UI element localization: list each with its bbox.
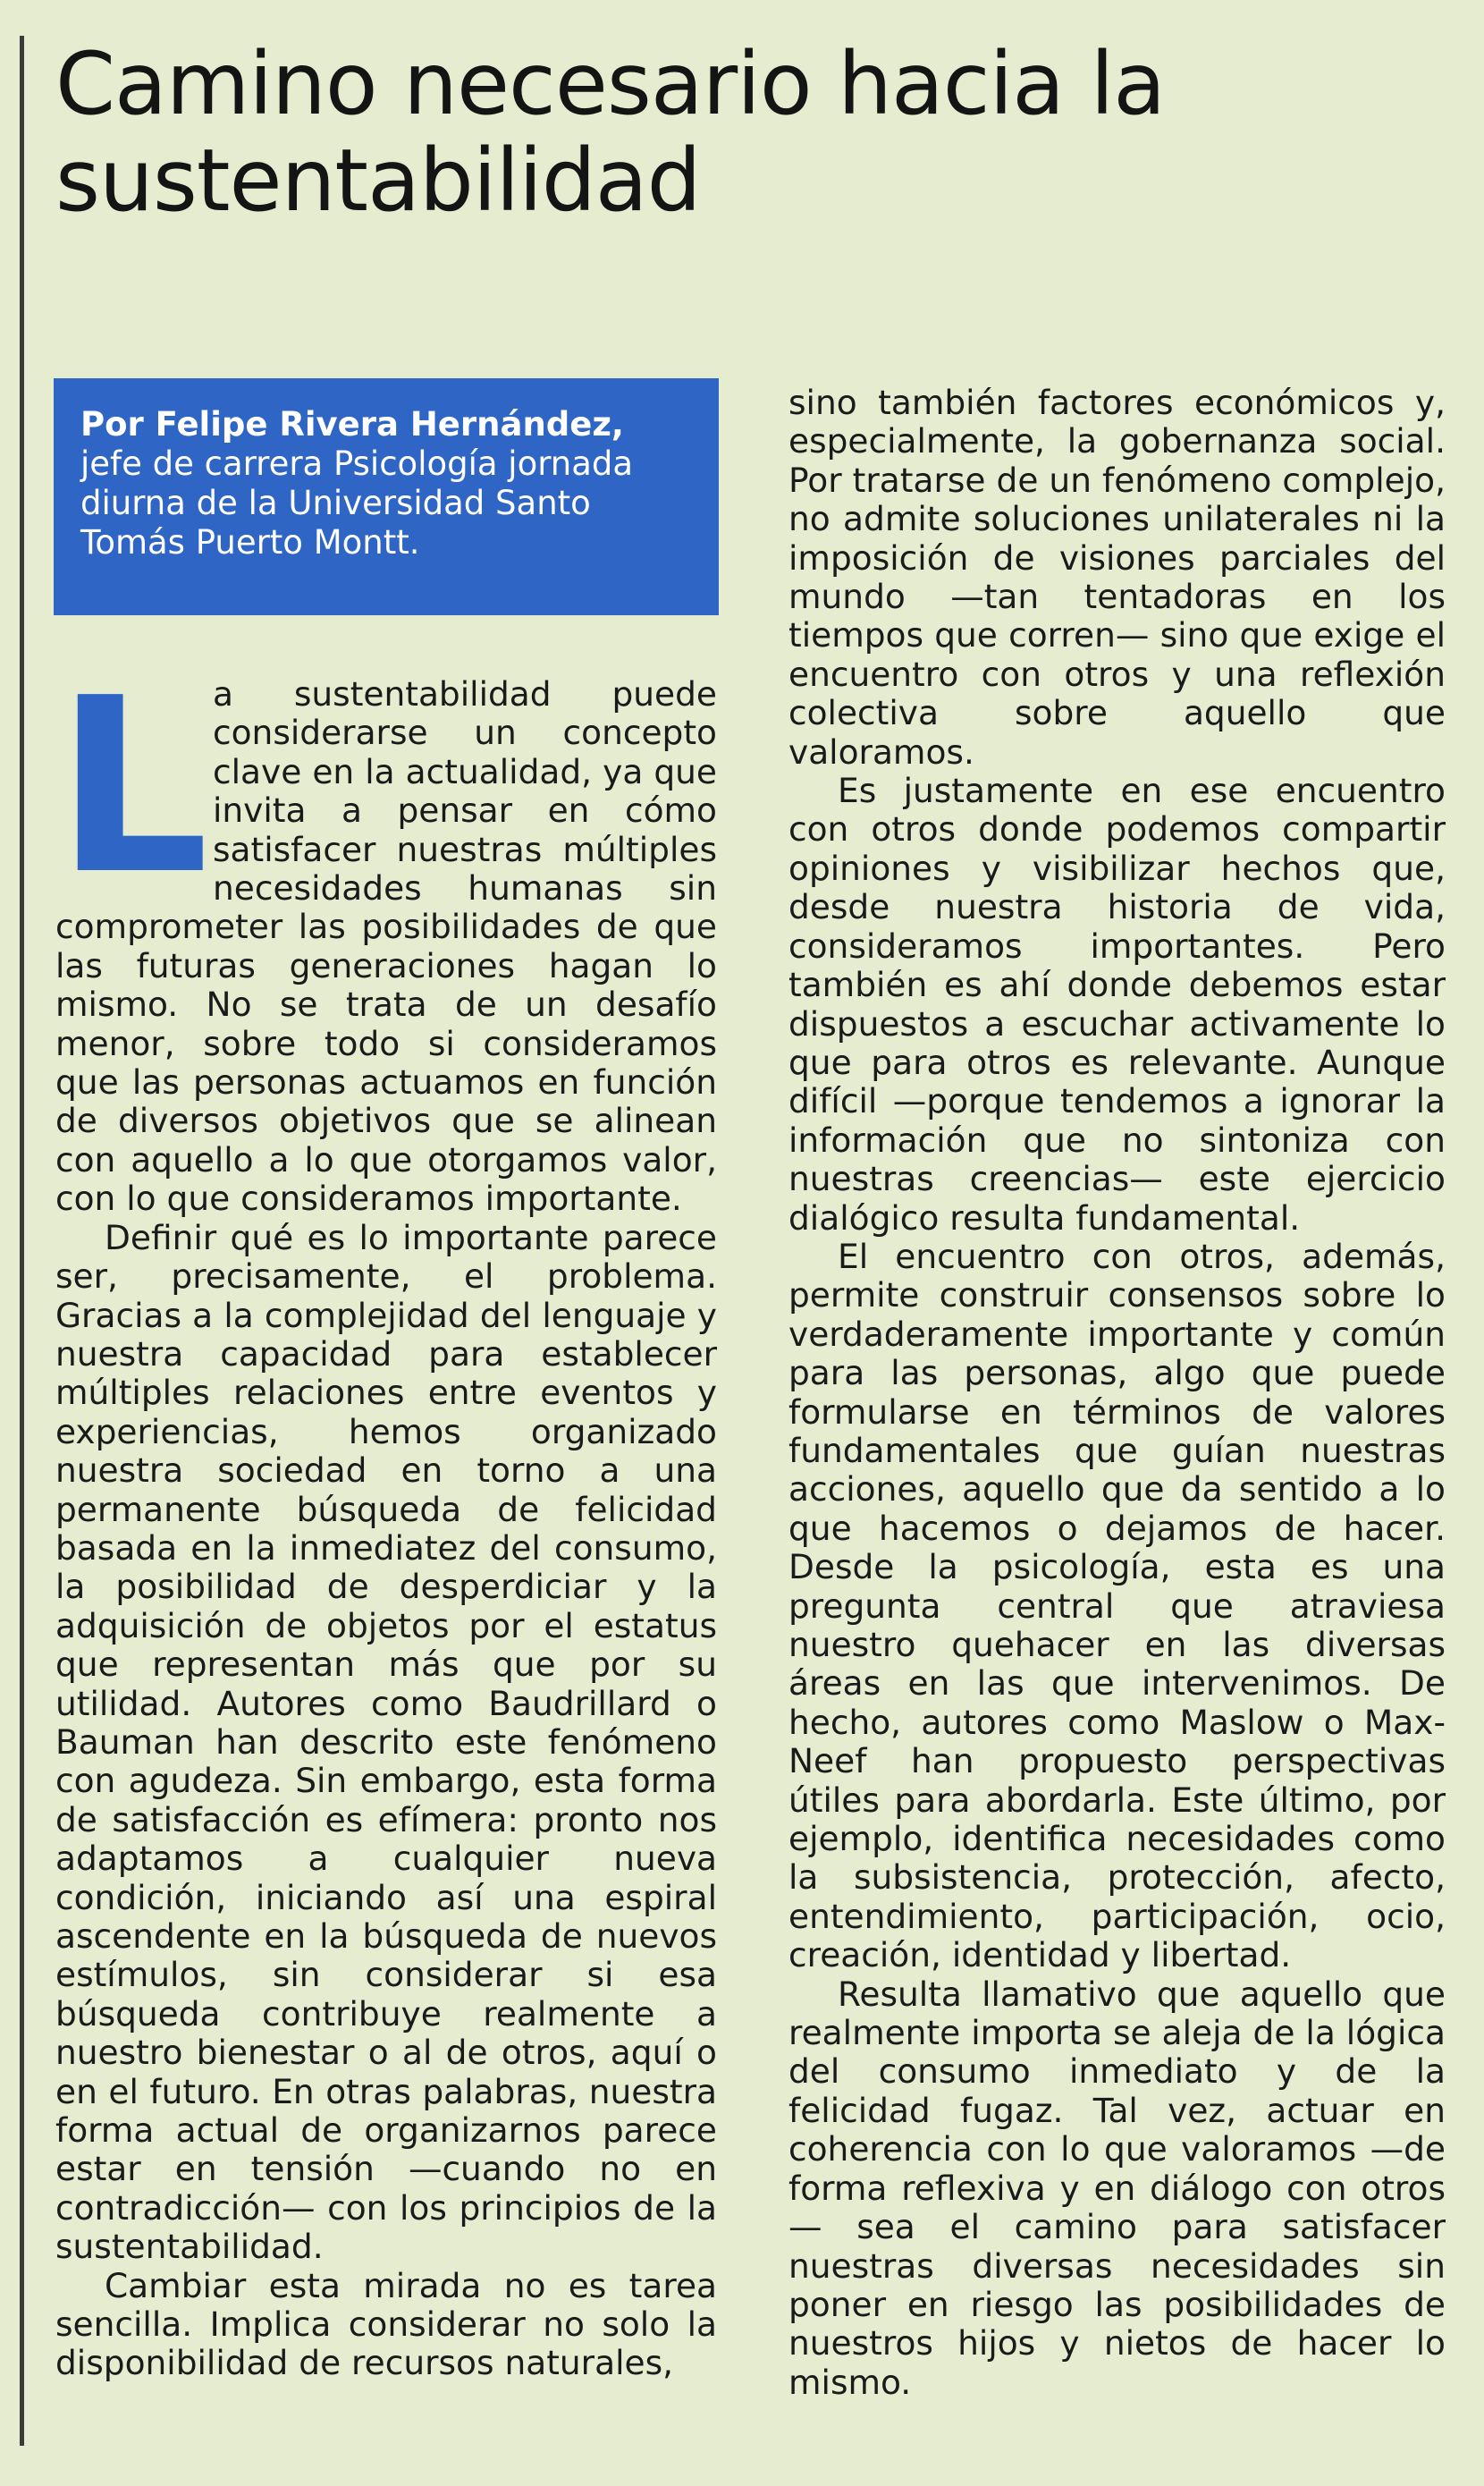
column-rule [20,36,24,2446]
byline-box [54,378,719,615]
byline-role: jefe de carrera Psicología jornada diurna de la Universidad Santo Tomás Puerto Montt. [80,444,634,562]
paragraph-text: a sustentabilidad puede considerarse un concepto clave en la actualidad, ya que invita a pensar en cómo satisfacer nuestras múltiples necesidades humanas sin comprometer las posibilidades de que las futuras generaciones hagan lo mismo. No se trata de un desafío menor, sobre todo si consideramos que las personas actuamos en función de diversos objetivos que se alinean con aquello a lo que otorgamos valor, con lo que consideramos importante. [55,674,717,1219]
article-column-left [55,646,717,2383]
drop-cap: L [55,646,210,927]
article-column-right [788,384,1446,2402]
paragraph: El encuentro con otros, además, permite construir consensos sobre lo verdaderamente importante y común para las personas, algo que puede formularse en términos de valores fundamentales que guían nuestras acciones, aquello que da sentido a lo que hacemos o dejamos de hacer. Desde la psicología, esta es una pregunta central que atraviesa nuestro quehacer en las diversas áreas en las que intervenimos. De hecho, autores como Maslow o Max-Neef han propuesto perspectivas útiles para abordarla. Este último, por ejemplo, identifica necesidades como la subsistencia, protección, afecto, entendimiento, participación, ocio, creación, identidad y libertad. [788,1236,1446,1975]
paragraph [55,646,717,1219]
byline-author: Por Felipe Rivera Hernández, [80,405,624,444]
paragraph: Definir qué es lo importante parece ser, precisamente, el problema. Gracias a la complejidad del lenguaje y nuestra capacidad para establecer múltiples relaciones entre eventos y experiencias, hemos organizado nuestra sociedad en torno a una permanente búsqueda de felicidad basada en la inmediatez del consumo, la posibilidad de desperdiciar y la adquisición de objetos por el estatus que representan más que por su utilidad. Autores como Baudrillard o Bauman han descrito este fenómeno con agudeza. Sin embargo, esta forma de satisfacción es efímera: pronto nos adaptamos a cualquier nueva condición, iniciando así una espiral ascendente en la búsqueda de nuevos estímulos, sin considerar si esa búsqueda contribuye realmente a nuestro bienestar o al de otros, aquí o en el futuro. En otras palabras, nuestra forma actual de organizarnos parece estar en tensión —cuando no en contradicción— con los principios de la sustentabilidad. [55,1217,717,2267]
paragraph: Es justamente en ese encuentro con otros donde podemos compartir opiniones y visibilizar hechos que, desde nuestra historia de vida, consideramos importantes. Pero también es ahí donde debemos estar dispuestos a escuchar activamente lo que para otros es relevante. Aunque difícil —porque tendemos a ignorar la información que no sintoniza con nuestras creencias— este ejercicio dialógico resulta fundamental. [788,771,1446,1238]
paragraph: sino también factores económicos y, especialmente, la gobernanza social. Por tratarse de un fenómeno complejo, no admite soluciones unilaterales ni la imposición de visiones parciales del mundo —tan tentadoras en los tiempos que corren— sino que exige el encuentro con otros y una reflexión colectiva sobre aquello que valoramos. [788,383,1446,772]
paragraph: Resulta llamativo que aquello que realmente importa se aleja de la lógica del consumo inmediato y de la felicidad fugaz. Tal vez, actuar en coherencia con lo que valoramos —de forma reflexiva y en diálogo con otros— sea el camino para satisfacer nuestras diversas necesidades sin poner en riesgo las posibilidades de nuestros hijos y nietos de hacer lo mismo. [788,1974,1446,2402]
article-headline: Camino necesario hacia la sustentabilidad [55,34,1166,231]
paragraph: Cambiar esta mirada no es tarea sencilla. Implica considerar no solo la disponibilidad de recursos naturales, [55,2265,717,2383]
